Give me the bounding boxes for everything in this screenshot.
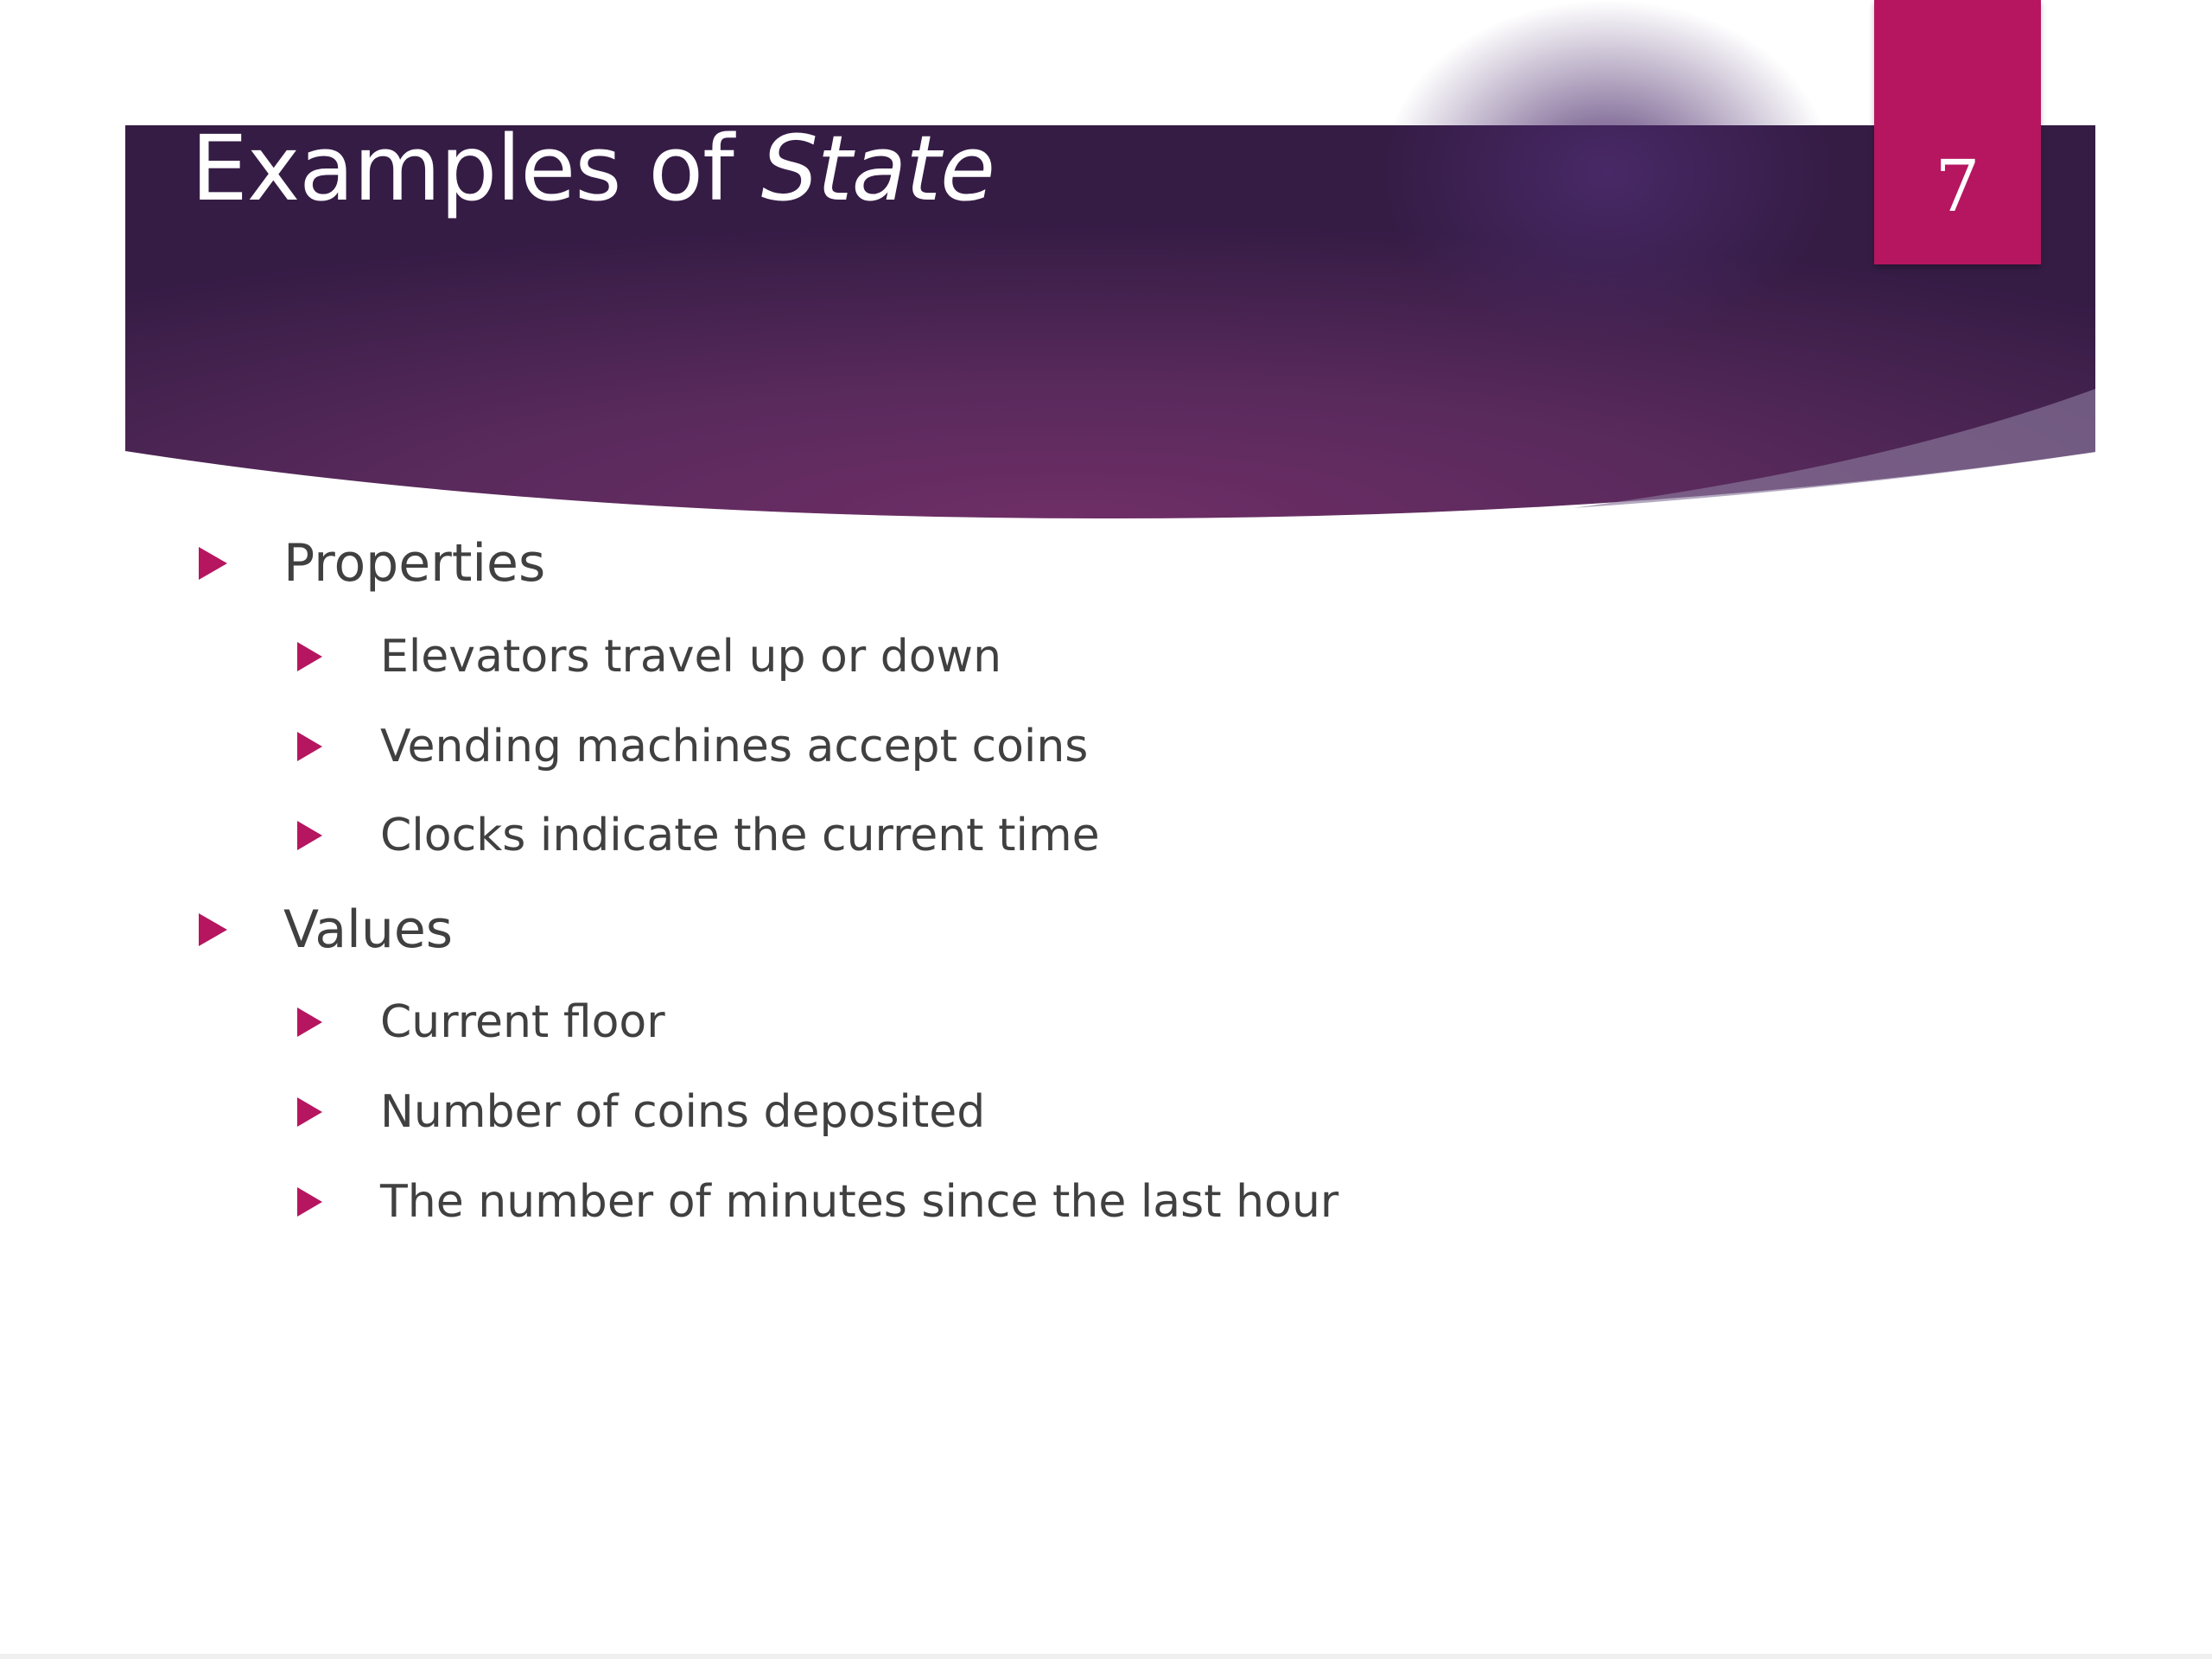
- bullet-item: [297, 1176, 1339, 1228]
- slide-number: 7: [1935, 146, 1980, 228]
- bullet-item: [297, 810, 1100, 861]
- bullet-label: Clocks indicate the current time: [380, 810, 1100, 861]
- bullet-label: Current floor: [380, 996, 665, 1048]
- bullet-item: [199, 899, 454, 960]
- triangle-bullet-icon: [297, 642, 322, 671]
- bullet-item: [297, 996, 665, 1048]
- triangle-bullet-icon: [199, 547, 227, 580]
- bullet-label: Number of coins deposited: [380, 1086, 986, 1138]
- bullet-label: The number of minutes since the last hour: [380, 1176, 1339, 1228]
- bottom-edge: [0, 1654, 2212, 1659]
- triangle-bullet-icon: [297, 1097, 322, 1127]
- triangle-bullet-icon: [297, 1007, 322, 1037]
- bullet-label: Elevators travel up or down: [380, 631, 1002, 683]
- bullet-label: Properties: [283, 533, 546, 594]
- bullet-label: Vending machines accept coins: [380, 721, 1089, 772]
- bullet-item: [199, 533, 546, 594]
- bullet-label: Values: [283, 899, 454, 960]
- triangle-bullet-icon: [297, 732, 322, 761]
- bullet-item: [297, 1086, 986, 1138]
- title-emphasis: State: [760, 116, 995, 221]
- triangle-bullet-icon: [297, 821, 322, 850]
- bullet-item: [297, 631, 1002, 683]
- triangle-bullet-icon: [297, 1187, 322, 1217]
- triangle-bullet-icon: [199, 913, 227, 946]
- bullet-item: [297, 721, 1089, 772]
- title-text: Examples of: [191, 116, 761, 221]
